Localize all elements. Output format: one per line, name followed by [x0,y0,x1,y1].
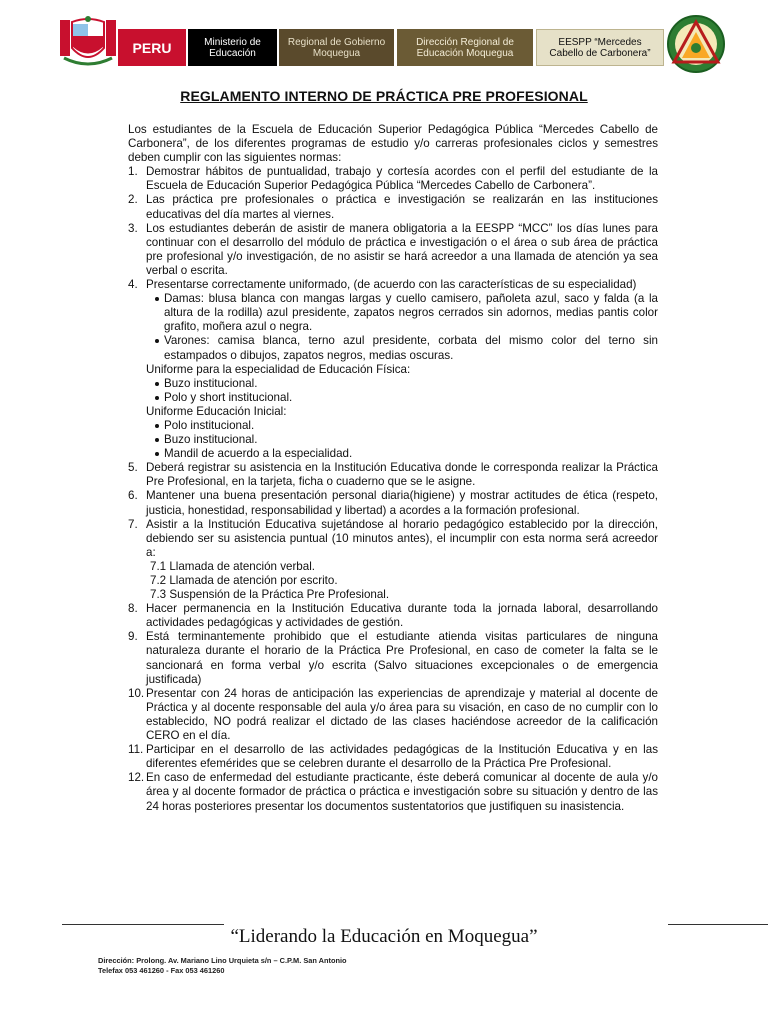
peru-label: PERU [118,29,186,66]
address-line: Dirección: Prolong. Av. Mariano Lino Urquieta s/n – C.P.M. San Antonio [98,956,347,965]
peru-coat-of-arms-icon [58,14,118,70]
ministry-box: Ministerio de Educación [188,29,277,66]
document-title: REGLAMENTO INTERNO DE PRÁCTICA PRE PROFESIONAL [180,88,588,104]
list-item: Polo y short institucional. [146,391,658,405]
document-body [128,123,658,814]
footer-divider-left [62,924,224,925]
phone-line: Telefax 053 461260 - Fax 053 461260 [98,966,225,975]
footer-motto: “Liderando la Educación en Moquegua” [230,926,538,947]
list-item: 1. Demostrar hábitos de puntualidad, trabajo y cortesía acordes con el perfil del estudiante de la Escuela de Educación Superior Pedagógica Pública “Mercedes Cabello de Carbonera”. [128,165,658,193]
list-item: 8. Hacer permanencia en la Institución Educativa durante toda la jornada laboral, desarrollando actividades pedagógicas y actividades de gestión. [128,602,658,630]
list-item: 9. Está terminantemente prohibido que el estudiante atienda visitas particulares de ninguna naturaleza durante el horario de la Práctica Pre Profesional, en caso de cometer la falta se le sancionará en forma verbal y/o escrita (Salvo situaciones excepcionales o de emergencia justificada) [128,630,658,686]
list-item: 3. Los estudiantes deberán de asistir de manera obligatoria a la EESPP “MCC” los días lunes para continuar con el desarrollo del módulo de práctica e investigación o el área o sub área de práctica pre profesional y/o investigación, de no asistir se hará acreedor a una llamada de atención ya sea verbal o escrita. [128,221,658,277]
regional-government-box: Regional de Gobierno Moquegua [279,29,394,66]
list-item: 7.2 Llamada de atención por escrito. [150,574,338,587]
regional-education-box: Dirección Regional de Educación Moquegua [397,29,533,66]
school-seal-icon [666,14,726,74]
intro-paragraph: Los estudiantes de la Escuela de Educación Superior Pedagógica Pública “Mercedes Cabello de Carbonera”, de los diferentes programas de estudio y/o carreras profesionales ciclos y semestres deben cumplir con las siguientes normas: [128,123,658,165]
list-item: 7. Asistir a la Institución Educativa sujetándose al horario pedagógico establecido por la dirección, debiendo ser su asistencia puntual (10 minutos antes), el incumplir con esta norma será acreedor a: 7.1 Llamada de atención verbal. 7.2 Llamada de atención por escrito. 7.3 Suspensión de la Práctica Pre Profesional. [128,517,658,602]
uniform-inicial-list [146,419,658,461]
letterhead [0,0,768,80]
list-item: 6. Mantener una buena presentación personal diaria(higiene) y mostrar actitudes de ética (respeto, justicia, honestidad, responsabilidad y libertad) a acordes a la formación profesional. [128,489,658,517]
list-item: Polo institucional. [146,419,658,433]
footer-divider-right [668,924,768,925]
list-item: 11. Participar en el desarrollo de las actividades pedagógicas de la Institución Educativa y en las diferentes efemérides que se celebren durante el desarrollo de la Práctica Pre Profesional. [128,743,658,771]
list-item: 10. Presentar con 24 horas de anticipación las experiencias de aprendizaje y material al docente de Práctica y al docente responsable del aula y/o área para su visación, en caso de no cumplir con lo establecido, NO podrá realizar el dictado de las clases haciéndose acreedor de la calificación CERO en el día. [128,686,658,743]
list-item: 4. Presentarse correctamente uniformado, (de acuerdo con las características de su especialidad) Damas: blusa blanca con mangas largas y cuello camisero, pañoleta azul, saco y falda (a la altura de la rodilla) azul presidente, zapatos negros cerrados sin adornos, medias pantis color grafito, moñera azul o negra. Varones: camisa blanca, terno azul presidente, corbata del mismo color del terno sin estampados o dibujos, zapatos negros, medias oscuras. Uniforme para la especialidad de Educación Física: Buzo institucional. Polo y short institucional. Uniforme Educación Inicial: Polo institucional. Buzo institucional. Mandil de acuerdo a la especialidad. [128,278,658,461]
list-item: Varones: camisa blanca, terno azul presidente, corbata del mismo color del terno sin estampados o dibujos, zapatos negros, medias oscuras. [146,334,658,362]
list-item: 2. Las práctica pre profesionales o práctica e investigación se realizarán en las instituciones educativas del día martes al viernes. [128,193,658,221]
sanctions-list [146,560,658,602]
list-item: Buzo institucional. [146,433,658,447]
uniform-ef-list [146,377,658,405]
uniform-ef-heading: Uniforme para la especialidad de Educación Física: [146,362,411,376]
uniform-inicial-heading: Uniforme Educación Inicial: [146,404,287,418]
rules-list [128,165,658,813]
uniform-institutional-list [146,292,658,362]
list-item: 5. Deberá registrar su asistencia en la Institución Educativa donde le corresponda realizar la Práctica Pre Profesional, en la tarjeta, ficha o cuaderno que se le asigne. [128,461,658,489]
school-name-box: EESPP “Mercedes Cabello de Carbonera” [536,29,664,66]
list-item: Mandil de acuerdo a la especialidad. [146,447,658,461]
list-item: Damas: blusa blanca con mangas largas y cuello camisero, pañoleta azul, saco y falda (a la altura de la rodilla) azul presidente, zapatos negros cerrados sin adornos, medias pantis color grafito, moñera azul o negra. [146,292,658,334]
list-item: 7.3 Suspensión de la Práctica Pre Profesional. [150,588,390,602]
list-item: 12. En caso de enfermedad del estudiante practicante, éste deberá comunicar al docente de aula y/o área y al docente formador de práctica o práctica e investigación sobre su situación y dentro de las 24 horas posteriores presentar los documentos sustentatorios que justifiquen su inasistencia. [128,771,658,813]
list-item: Buzo institucional. [146,377,658,391]
list-item: 7.1 Llamada de atención verbal. [150,559,316,573]
footer-address [98,956,347,976]
